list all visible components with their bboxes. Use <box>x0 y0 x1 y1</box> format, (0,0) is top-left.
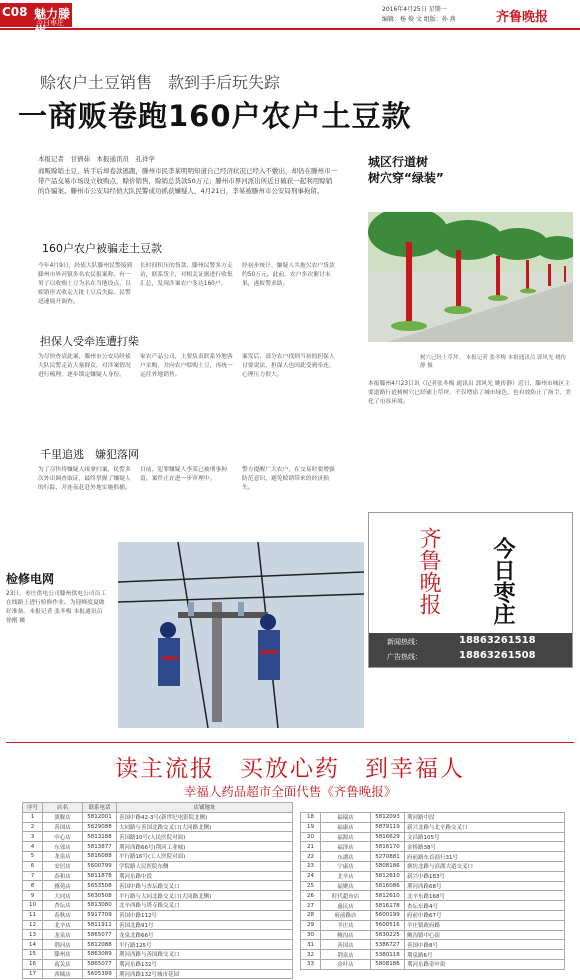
page-number: C08 <box>2 5 28 19</box>
table-cell: 16 <box>23 959 43 969</box>
table-cell: 32 <box>301 950 321 960</box>
table-cell: 10 <box>23 900 43 910</box>
table-cell: 西城店 <box>43 969 83 979</box>
sec2-col2: 家农产品公司，主要负责联系外地客户采购，并向农户赊购土豆，再统一运往外地销售。 <box>140 354 233 378</box>
table-row <box>301 881 565 891</box>
table-cell: 善国北路91号 <box>117 920 293 930</box>
table-cell: 2 <box>23 822 43 832</box>
table-cell: 杏坛店 <box>43 900 83 910</box>
table-row <box>23 930 293 940</box>
table-cell: 21 <box>301 842 321 852</box>
table-cell: 鲍沟店 <box>321 930 371 940</box>
sec2-col3: 案发后，部分农户找到当初的担保人讨要说法，担保人也因此受到牵连，心理压力很大。 <box>242 354 335 378</box>
side-body: 本报滕州4月23日讯（记者张冬梅 通讯员 郭风光 姚传静）近日，滕州市城区主要道路行道树树穴已经铺上草坪，不仅增添了城市绿色，也有效防止了扬尘，美化了市容环境。 <box>368 381 571 405</box>
table-cell: 5812088 <box>83 940 117 950</box>
table-cell: 龙泉店 <box>43 930 83 940</box>
table-cell: 5812610 <box>371 891 405 901</box>
table-cell: 大同路与善国北路交叉口(大同路北侧) <box>117 822 293 832</box>
table-cell: 9 <box>23 891 43 901</box>
table-cell: 20 <box>301 832 321 842</box>
table-row <box>301 861 565 871</box>
store-table-left <box>22 802 293 979</box>
subsection-title: 今日枣庄 <box>36 19 64 27</box>
table-cell: 福聚店 <box>321 881 371 891</box>
sec1-col1: 今年4月9日，经侦大队滕州民警接到滕州市界河镇多名农民报案称，有一男子以收购土豆为名在当地设点，以赊销形式收走大批土豆后失踪。民警迅速展开调查。 <box>38 263 133 305</box>
article-subhead: 赊农户土豆销售 款到手后玩失踪 <box>40 73 281 92</box>
table-row <box>23 940 293 950</box>
table-cell: 5816086 <box>371 881 405 891</box>
lead-text-2: 滕州市公安局经侦大队民警成功抓获嫌疑人，4月21日，李某被滕州市公安局刑事拘留。 <box>70 187 324 195</box>
hotline-label: 新闻热线： <box>387 638 422 646</box>
table-cell: 东郊店 <box>43 842 83 852</box>
street-trees-photo <box>368 212 573 342</box>
table-cell: 龙泉店 <box>43 851 83 861</box>
table-cell: 鲍沟镇中心街 <box>405 930 565 940</box>
table-cell: 府前中路67号 <box>405 910 565 920</box>
table-cell: 东湖店 <box>321 852 371 862</box>
table-cell: 15 <box>23 949 43 959</box>
side-headline <box>368 154 444 186</box>
table-cell: 5600799 <box>83 861 117 871</box>
table-row <box>301 910 565 920</box>
table-cell: 学院路人民医院东侧 <box>117 861 293 871</box>
table-cell: 惠民店 <box>321 901 371 911</box>
table-cell: 荆河西路68号 <box>405 881 565 891</box>
page-header <box>0 0 580 30</box>
sec3-col2: 目前，犯罪嫌疑人李某已被刑事拘留，案件正在进一步审理中。 <box>140 467 227 482</box>
store-table-right <box>300 812 565 970</box>
table-cell: 5653508 <box>83 881 117 891</box>
table-cell: 26 <box>301 891 321 901</box>
table-cell: 善国店 <box>43 822 83 832</box>
section-title: 魅力滕州 <box>34 7 71 38</box>
table-cell: 6 <box>23 861 43 871</box>
table-cell: 5600199 <box>371 910 405 920</box>
table-row <box>23 920 293 930</box>
table-row <box>23 832 293 842</box>
table-cell: 5270881 <box>371 852 405 862</box>
table-row <box>301 959 565 969</box>
divider <box>6 742 574 743</box>
table-row <box>301 852 565 862</box>
table-cell: 福源店 <box>321 832 371 842</box>
table-cell: 5629088 <box>83 822 117 832</box>
table-cell: 5811878 <box>83 871 117 881</box>
table-cell: 1 <box>23 812 43 822</box>
ad-title: 今日枣庄 <box>490 537 515 625</box>
table-cell: 荆河东路132号 <box>117 959 293 969</box>
table-cell: 平行路16号(工人医院对面) <box>117 851 293 861</box>
table-row <box>301 920 565 930</box>
hotline-number: 18863261518 <box>459 635 536 646</box>
trees-photo-caption: 树穴已经上草坪。 本报记者 张冬梅 本报通讯员 郭风光 姚传静 摄 <box>420 355 567 369</box>
table-row <box>23 910 293 920</box>
table-cell: 13 <box>23 930 43 940</box>
table-cell: 新兴北路与北辛路交叉口 <box>405 822 565 832</box>
th-address: 店铺地址 <box>117 803 293 813</box>
table-row <box>23 851 293 861</box>
table-row <box>301 832 565 842</box>
table-cell: 北辛东路168号 <box>405 891 565 901</box>
table-cell: 平行路与大同北路交叉口(大同路北侧) <box>117 891 293 901</box>
table-row <box>301 891 565 901</box>
table-row <box>301 930 565 940</box>
table-cell: 羊庄店 <box>321 920 371 930</box>
side-headline-line1: 城区行道树 <box>368 155 429 169</box>
table-cell: 5386727 <box>371 940 405 950</box>
lead-text: 商贩赊销土豆，转手后却卷款逃跑，滕州市民李某明明知道自己经济状况已经入不敷出，却仍在滕州市一带产品交易市场设立收购点，赊价销售，赊销总货款50万元；滕州市界河派出所近日破获一起利用赊销的诈骗案。 <box>38 167 337 195</box>
sec3-col3: 警方提醒广大农户，在交易时要增强防范意识，避免赊销带来的经济损失。 <box>242 467 335 491</box>
table-cell: 宁康店 <box>321 861 371 871</box>
table-cell: 8 <box>23 881 43 891</box>
table-cell: 文昌路105号 <box>405 832 565 842</box>
table-row <box>23 861 293 871</box>
table-cell: 5605399 <box>83 969 117 979</box>
editor-line: 编辑：杨 俊 文 组版：孙 燕 <box>382 16 456 23</box>
table-cell: 5879119 <box>371 822 405 832</box>
th-store: 店名 <box>43 803 83 813</box>
newspaper-ad-box <box>368 512 573 668</box>
table-row <box>23 842 293 852</box>
table-row <box>23 959 293 969</box>
table-row <box>23 812 293 822</box>
table-cell: 善国中路112号 <box>117 910 293 920</box>
table-row <box>23 949 293 959</box>
table-cell: 龙泉北路66号 <box>117 930 293 940</box>
adline-label: 广告热线： <box>387 653 422 661</box>
table-cell: 5816629 <box>371 832 405 842</box>
grid-repair-photo <box>118 542 364 728</box>
table-cell: 27 <box>301 901 321 911</box>
table-cell: 30 <box>301 930 321 940</box>
table-row <box>301 871 565 881</box>
table-cell: 23 <box>301 861 321 871</box>
table-cell: 金叶店 <box>321 959 371 969</box>
table-cell: 28 <box>301 910 321 920</box>
side-headline-line2: 树穴穿“绿装” <box>368 171 444 185</box>
table-row <box>301 813 565 823</box>
table-cell: 南关店 <box>43 959 83 969</box>
table-cell: 5813877 <box>83 842 117 852</box>
article-headline: 一商贩卷跑160户农户土豆款 <box>18 99 412 133</box>
table-cell: 雅苑店 <box>43 881 83 891</box>
table-cell: 5865077 <box>83 930 117 940</box>
table-cell: 善国路10号(人民医院对面) <box>117 832 293 842</box>
table-row <box>301 822 565 832</box>
th-phone: 联系电话 <box>83 803 117 813</box>
table-cell: 19 <box>301 822 321 832</box>
article-lead <box>38 166 338 196</box>
table-cell: 荆河店 <box>43 940 83 950</box>
table-cell: 府前路店 <box>321 910 371 920</box>
table-row <box>301 950 565 960</box>
table-cell: 时代超市店 <box>321 891 371 901</box>
table-cell: 5811911 <box>83 920 117 930</box>
promo-subline: 幸福人药品超市全面代售《齐鲁晚报》 <box>183 784 397 799</box>
table-cell: 善国中路与杏坛路交叉口 <box>117 881 293 891</box>
table-cell: 中心店 <box>43 832 83 842</box>
sec2-col1: 为尽快查清此案，滕州市公安局经侦大队民警走访大量群众，对涉案情况进行梳理，逐步锁定嫌疑人身份。 <box>38 354 131 378</box>
sec1-col2: 长时间积压的货款，滕州民警多方走访，联系货主，对相关证据进行收集汇总，发现涉案农户多达160户。 <box>140 263 233 287</box>
table-cell: 府前路东首商行31号 <box>405 852 565 862</box>
table-cell: 金桥路38号 <box>405 842 565 852</box>
table-cell: 北辛店 <box>43 920 83 930</box>
table-cell: 4 <box>23 842 43 852</box>
table-cell: 31 <box>301 940 321 950</box>
table-cell: 12 <box>23 920 43 930</box>
table-cell: 5808186 <box>371 959 405 969</box>
table-cell: 17 <box>23 969 43 979</box>
table-cell: 5812610 <box>371 871 405 881</box>
table-cell: 25 <box>301 881 321 891</box>
grid-photo-caption: 23日，枣庄供电公司滕州供电公司员工在线路上进行检修作业。为迎峰度夏做好准备。本报记者 张冬梅 本报通讯员 徐刚 摄 <box>6 591 107 624</box>
table-cell: 33 <box>301 959 321 969</box>
table-cell: 5380118 <box>371 950 405 960</box>
table-cell: 福康店 <box>321 822 371 832</box>
ad-logo: 齐鲁晚报 <box>416 527 441 615</box>
table-row <box>23 900 293 910</box>
table-cell: 荆河路中段 <box>405 813 565 823</box>
table-cell: 杏坛东路4号 <box>405 901 565 911</box>
table-cell: 荆河西路与善国路交叉口 <box>117 949 293 959</box>
table-cell: 善国中路42-3号(新世纪电影院北侧) <box>117 812 293 822</box>
section-heading-2: 担保人受牵连遭打柴 <box>40 335 139 348</box>
table-cell: 荆河西路66号(荆河工业城) <box>117 842 293 852</box>
table-cell: 北辛店 <box>321 871 371 881</box>
table-cell: 大同店 <box>43 891 83 901</box>
table-row <box>23 822 293 832</box>
table-cell: 安居店 <box>43 861 83 871</box>
article-byline: 本报记者 甘倩茹 本报通讯员 孔祥学 <box>38 155 155 163</box>
table-row <box>23 969 293 979</box>
table-cell: 22 <box>301 852 321 862</box>
adline-number: 18863261508 <box>459 650 536 661</box>
table-cell: 5813080 <box>83 900 117 910</box>
table-row <box>301 842 565 852</box>
table-cell: 旗舰店 <box>43 812 83 822</box>
table-cell: 3 <box>23 832 43 842</box>
table-cell: 善国店 <box>321 940 371 950</box>
table-cell: 5600516 <box>371 920 405 930</box>
table-cell: 11 <box>23 910 43 920</box>
table-cell: 5808186 <box>371 861 405 871</box>
newspaper-logo: 齐鲁晚报 <box>496 10 549 25</box>
table-cell: 5630225 <box>371 930 405 940</box>
table-cell: 羊庄镇政府路 <box>405 920 565 930</box>
table-cell: 18 <box>301 813 321 823</box>
photo-section-head: 检修电网 <box>6 572 55 586</box>
table-row <box>301 901 565 911</box>
table-cell: 北辛西路与塔寺路交叉口 <box>117 900 293 910</box>
table-row <box>23 871 293 881</box>
table-cell: 5816088 <box>83 851 117 861</box>
table-cell: 5863089 <box>83 949 117 959</box>
table-cell: 荆泉路6号 <box>405 950 565 960</box>
table-cell: 善国中路8号 <box>405 940 565 950</box>
table-cell: 福瑞店 <box>321 813 371 823</box>
table-cell: 荆河东路金叶街 <box>405 959 565 969</box>
promo-slogan: 读主流报 买放心药 到幸福人 <box>115 756 465 782</box>
issue-date: 2016年4月25日 星期一 <box>382 6 447 13</box>
table-cell: 5812093 <box>371 813 405 823</box>
page-badge <box>0 3 72 38</box>
table-cell: 29 <box>301 920 321 930</box>
table-cell: 14 <box>23 940 43 950</box>
table-cell: 5816170 <box>371 842 405 852</box>
table-cell: 新兴中路183号 <box>405 871 565 881</box>
table-cell: 福泽店 <box>321 842 371 852</box>
table-cell: 5816178 <box>371 901 405 911</box>
table-cell: 春秋店 <box>43 910 83 920</box>
table-cell: 春和店 <box>43 871 83 881</box>
table-cell: 5865077 <box>83 959 117 969</box>
table-cell: 荆河东路中段 <box>117 871 293 881</box>
table-cell: 5813188 <box>83 832 117 842</box>
sec3-col1: 为了尽快将嫌疑人缉拿归案，民警多次外出调查取证，最终掌握了嫌疑人的行踪，并连夜赶赴外地实施抓捕。 <box>38 467 131 491</box>
table-cell: 5 <box>23 851 43 861</box>
table-cell: 24 <box>301 871 321 881</box>
th-no: 序号 <box>23 803 43 813</box>
section-heading-1: 160户农户被骗走土豆款 <box>42 242 162 255</box>
table-cell: 7 <box>23 871 43 881</box>
table-row <box>301 940 565 950</box>
table-cell: 荆泉店 <box>321 950 371 960</box>
table-cell: 5812001 <box>83 812 117 822</box>
table-row <box>23 891 293 901</box>
table-cell: 滕州店 <box>43 949 83 959</box>
table-cell: 荆河西路132号城市花园 <box>117 969 293 979</box>
sec1-col3: 经初步统计，嫌疑人共拖欠农户货款约50万元。此前，农户多次催讨未果，遂报警求助。 <box>242 263 335 287</box>
table-row <box>23 881 293 891</box>
table-cell: 5917709 <box>83 910 117 920</box>
table-cell: 5630508 <box>83 891 117 901</box>
section-heading-3: 千里追逃 嫌犯落网 <box>40 448 139 461</box>
table-cell: 平行路125号 <box>117 940 293 950</box>
table-cell: 塘坊北路与滨湖大道交叉口 <box>405 861 565 871</box>
